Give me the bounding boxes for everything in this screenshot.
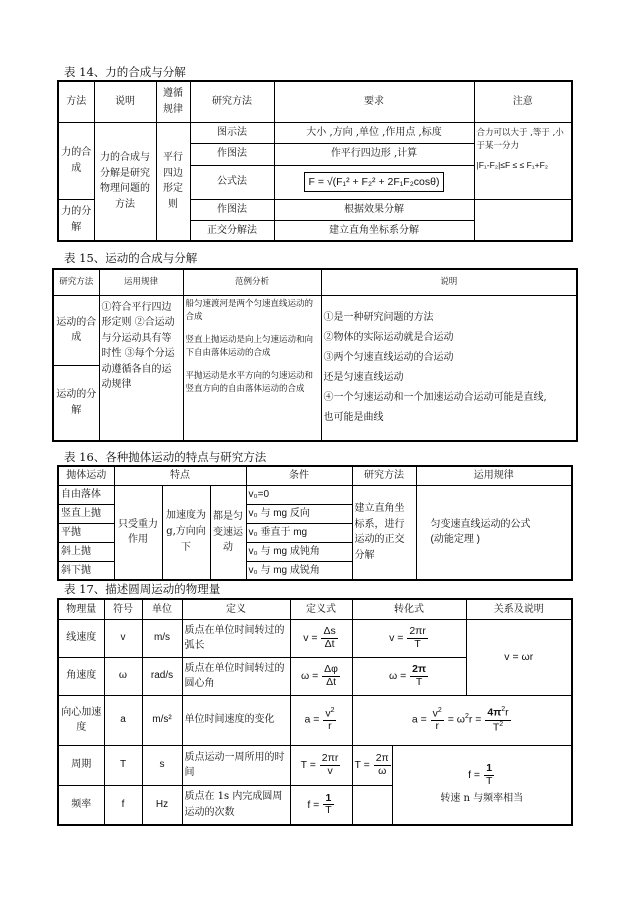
t14-requirement: 作平行四边形 ,计算 xyxy=(274,143,474,165)
t14-header: 方法 xyxy=(58,81,94,122)
t17-header: 定义 xyxy=(182,599,290,619)
t16-feature: 都是匀变速运动 xyxy=(210,485,246,580)
table14-caption: 表 14、力的合成与分解 xyxy=(64,65,186,79)
t17-quantity: 周期 xyxy=(58,745,104,785)
t14-header: 说明 xyxy=(94,81,156,122)
t15-note: ④一个匀速运动和一个加速运动合运动可能是直线, xyxy=(323,391,547,403)
t17-relation: f = $\frac{1}{T}$ xyxy=(468,761,493,787)
t15-header: 范例分析 xyxy=(183,269,321,295)
t17-header: 定义式 xyxy=(290,599,352,619)
t15-group-resolve: 运动的分解 xyxy=(53,365,99,441)
table17-caption: 表 17、描述圆周运动的物理量 xyxy=(64,582,221,596)
t17-definition: 质点在单位时间转过的弧长 xyxy=(182,619,290,657)
t14-group-compose: 力的合成 xyxy=(58,122,94,199)
t15-note: ②物体的实际运动就是合运动 xyxy=(323,331,454,343)
t17-header: 单位 xyxy=(142,599,182,619)
t17-header: 转化式 xyxy=(352,599,466,619)
t17-conv-formula: ω = $\frac{2\pi}{T}$ xyxy=(352,657,466,695)
t17-definition: 质点在 1s 内完成圆周运动的次数 xyxy=(182,785,290,825)
t17-unit: Hz xyxy=(142,785,182,825)
t17-definition: 质点在单位时间转过的圆心角 xyxy=(182,657,290,695)
t16-header: 运用规律 xyxy=(416,466,572,485)
t16-condition: v₀ 与 mg 反向 xyxy=(246,504,352,523)
t17-header: 物理量 xyxy=(58,599,104,619)
t16-law: (动能定理 ) xyxy=(430,534,480,546)
table17 xyxy=(57,598,573,826)
t17-symbol: ω xyxy=(104,657,142,695)
t17-definition: 单位时间速度的变化 xyxy=(182,695,290,745)
t14-law: 平行四边形定则 xyxy=(156,122,190,241)
t16-motion: 斜下抛 xyxy=(58,561,114,580)
table16-caption: 表 16、各种抛体运动的特点与研究方法 xyxy=(64,450,267,464)
table16 xyxy=(57,465,573,581)
t15-note: ③两个匀速直线运动的合运动 xyxy=(323,351,454,363)
t17-def-formula: T = $\frac{2\pi r}{v}$ xyxy=(290,745,352,785)
t16-header: 抛体运动 xyxy=(58,466,114,485)
t16-law: 匀变速直线运动的公式 xyxy=(430,518,531,530)
t14-requirement: 大小 ,方向 ,单位 ,作用点 ,标度 xyxy=(274,122,474,143)
t16-motion: 斜上抛 xyxy=(58,542,114,561)
t14-method: 图示法 xyxy=(190,122,274,143)
t16-header: 研究方法 xyxy=(352,466,416,485)
t17-unit: rad/s xyxy=(142,657,182,695)
t16-motion: 自由落体 xyxy=(58,485,114,504)
table15-caption: 表 15、运动的合成与分解 xyxy=(64,251,198,265)
t17-unit: m/s xyxy=(142,619,182,657)
t16-condition: v₀ 与 mg 成锐角 xyxy=(246,561,352,580)
t15-example: 竖直上抛运动是向上匀速运动和向下自由落体运动的合成 xyxy=(185,334,314,358)
t16-header: 条件 xyxy=(246,466,352,485)
t17-header: 符号 xyxy=(104,599,142,619)
t15-example: 平抛运动是水平方向的匀速运动和竖直方向的自由落体运动的合成 xyxy=(185,370,314,394)
t14-requirement: 建立直角坐标系分解 xyxy=(274,220,474,241)
t17-definition: 质点运动一周所用的时间 xyxy=(182,745,290,785)
t17-def-formula: v = $\frac{\Delta s}{\Delta t}$ xyxy=(290,619,352,657)
t17-conv-formula: v = $\frac{2\pi r}{T}$ xyxy=(352,619,466,657)
t14-note-inequality: |F₁-F₂|≤F ≤ ≤ F₁+F₂ xyxy=(476,159,549,170)
t16-motion: 竖直上抛 xyxy=(58,504,114,523)
t16-condition: v₀ 垂直于 mg xyxy=(246,523,352,542)
t14-formula: F = √(F₁² + F₂² + 2F₁F₂cosθ) xyxy=(304,172,445,192)
t17-conv-formula: a = $\frac{v^2}{r}$ = $\omega^2r$ = $\frac{4\pi^2r}{T^2}$ xyxy=(352,695,572,745)
t14-group-resolve: 力的分解 xyxy=(58,199,94,241)
t14-note: 合力可以大于 ,等于 ,小于某一分力 xyxy=(476,127,564,151)
t15-note: ①是一种研究问题的方法 xyxy=(323,311,434,323)
t14-header: 要求 xyxy=(274,81,474,122)
t16-motion: 平抛 xyxy=(58,523,114,542)
t17-relation: v = ωr xyxy=(466,619,572,695)
t14-header: 注意 xyxy=(474,81,572,122)
t15-note: 也可能是曲线 xyxy=(323,411,384,423)
t17-quantity: 角速度 xyxy=(58,657,104,695)
t17-unit: s xyxy=(142,745,182,785)
t15-example: 船匀速渡河是两个匀速直线运动的合成 xyxy=(185,298,314,322)
table15 xyxy=(52,268,578,442)
t16-header: 特点 xyxy=(114,466,246,485)
t15-note: 还是匀速直线运动 xyxy=(323,371,404,383)
table14 xyxy=(57,80,573,242)
t17-def-formula: ω = $\frac{\Delta\varphi}{\Delta t}$ xyxy=(290,657,352,695)
t16-condition: v₀=0 xyxy=(246,485,352,504)
t16-feature: 加速度为g,方向向下 xyxy=(162,485,210,580)
t17-header: 关系及说明 xyxy=(466,599,572,619)
t15-header: 说明 xyxy=(321,269,577,295)
t14-requirement: 根据效果分解 xyxy=(274,199,474,220)
t15-header: 研究方法 xyxy=(53,269,99,295)
t14-method: 正交分解法 xyxy=(190,220,274,241)
t14-explanation: 力的合成与分解是研究物理问题的方法 xyxy=(94,122,156,241)
t17-quantity: 线速度 xyxy=(58,619,104,657)
t15-header: 运用规律 xyxy=(99,269,183,295)
t17-def-formula: f = $\frac{1}{T}$ xyxy=(290,785,352,825)
t17-symbol: v xyxy=(104,619,142,657)
t17-conv-formula: T = $\frac{2\pi}{\omega}$ xyxy=(352,745,392,785)
t17-def-formula: a = $\frac{v^2}{r}$ xyxy=(290,695,352,745)
t16-method: 建立直角坐标系，进行运动的正交分解 xyxy=(352,485,416,580)
t17-symbol: T xyxy=(104,745,142,785)
t14-header: 遵循规律 xyxy=(156,81,190,122)
t14-header: 研究方法 xyxy=(190,81,274,122)
t17-quantity: 向心加速度 xyxy=(58,695,104,745)
t17-quantity: 频率 xyxy=(58,785,104,825)
t14-method: 公式法 xyxy=(190,165,274,199)
t17-symbol: f xyxy=(104,785,142,825)
t17-unit: m/s² xyxy=(142,695,182,745)
t15-law: ①符合平行四边形定则 ②合运动与分运动具有等时性 ③每个分运动遵循各自的运动规律 xyxy=(99,295,183,441)
t14-method: 作图法 xyxy=(190,143,274,165)
t15-group-compose: 运动的合成 xyxy=(53,295,99,365)
t16-condition: v₀ 与 mg 成钝角 xyxy=(246,542,352,561)
t14-method: 作图法 xyxy=(190,199,274,220)
t17-symbol: a xyxy=(104,695,142,745)
t16-feature: 只受重力作用 xyxy=(114,485,162,580)
t17-relation-note: 转速 n 与频率相当 xyxy=(440,793,524,805)
